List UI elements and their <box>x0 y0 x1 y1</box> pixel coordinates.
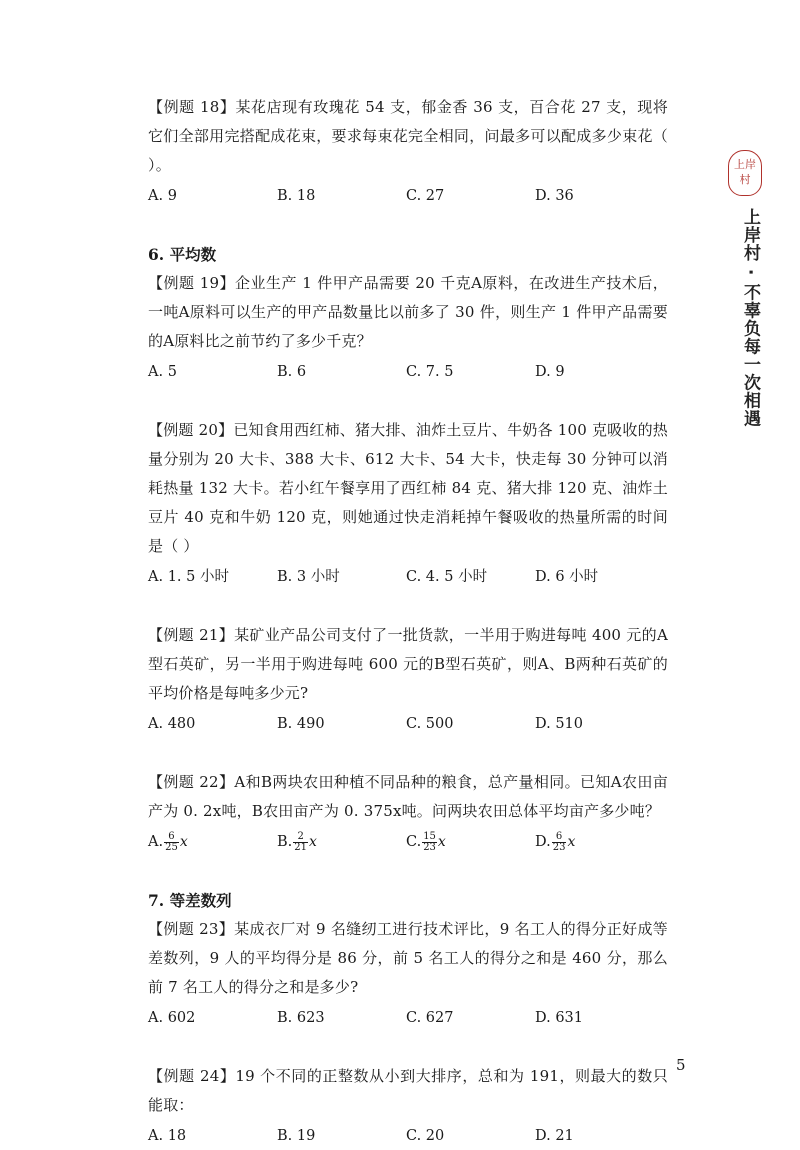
question-22 <box>148 768 668 856</box>
option-d: D. 9 <box>535 364 565 380</box>
options-row <box>148 1004 668 1032</box>
option-d: D. 510 <box>535 716 584 732</box>
option-c: C. 7. 5 <box>406 364 454 380</box>
option-c: C. 27 <box>406 188 445 204</box>
option-c: C. 627 <box>406 1010 454 1026</box>
option-c: C. 4. 5 小时 <box>406 569 488 585</box>
question-23 <box>148 915 668 1032</box>
option-b: B. 6 <box>277 364 307 380</box>
seal-logo <box>728 150 762 196</box>
fraction: $\frac{15}{23}$ <box>423 830 436 853</box>
option-a: A. 1. 5 小时 <box>148 569 229 585</box>
question-text: 【例题 22】A和B两块农田种植不同品种的粮食，总产量相同。已知A农田亩产为 0. 2x吨，B农田亩产为 0. 375x吨。问两块农田总体平均亩产多少吨？ <box>148 773 668 820</box>
option-a: A. 18 <box>148 1128 187 1144</box>
option-d: D. $\frac{6}{23}$ x <box>535 830 576 853</box>
sidebar-slogan: 上岸村 · 不辜负每一次相遇 <box>740 208 760 428</box>
question-18 <box>148 93 668 210</box>
option-b: B. 3 小时 <box>277 569 340 585</box>
question-21 <box>148 621 668 738</box>
question-text: 【例题 20】已知食用西红柿、猪大排、油炸土豆片、牛奶各 100 克吸收的热量分别为 20 大卡、388 大卡、612 大卡、54 大卡，快走每 30 分钟可以消耗热量 132 大卡。若小红午餐享用了西红柿 84 克、猪大排 120 克、油炸土豆片 40 克和牛奶 120 克，则她通过快走消耗掉午餐吸收的热量所需的时间是（ ） <box>148 421 668 555</box>
seal-text: 上岸村 <box>734 158 756 186</box>
options-row <box>148 1122 668 1150</box>
option-a: A. 602 <box>148 1010 196 1026</box>
page-content <box>148 93 668 1150</box>
question-20 <box>148 416 668 591</box>
fraction: $\frac{2}{21}$ <box>294 830 307 853</box>
option-d: D. 6 小时 <box>535 569 599 585</box>
question-24 <box>148 1062 668 1150</box>
section-title-7: 7. 等差数列 <box>148 891 232 910</box>
question-text: 【例题 23】某成衣厂对 9 名缝纫工进行技术评比，9 名工人的得分正好成等差数列，9 人的平均得分是 86 分，前 5 名工人的得分之和是 460 分，那么前 7 名工人的得分之和是多少? <box>148 920 668 996</box>
option-a: A. 480 <box>148 716 196 732</box>
options-row <box>148 710 668 738</box>
question-text: 【例题 18】某花店现有玫瑰花 54 支，郁金香 36 支，百合花 27 支，现将它们全部用完搭配成花束，要求每束花完全相同，问最多可以配成多少束花（ ）。 <box>148 98 668 174</box>
options-row <box>148 358 668 386</box>
option-d: D. 36 <box>535 188 574 204</box>
option-b: B. 19 <box>277 1128 316 1144</box>
option-b: B. $\frac{2}{21}$ x <box>277 830 317 853</box>
question-text: 【例题 19】企业生产 1 件甲产品需要 20 千克A原料，在改进生产技术后，一吨A原料可以生产的甲产品数量比以前多了 30 件，则生产 1 件甲产品需要的A原料比之前节约了多少千克？ <box>148 274 668 350</box>
option-d: D. 21 <box>535 1128 574 1144</box>
options-row <box>148 828 668 856</box>
question-19 <box>148 269 668 386</box>
option-b: B. 18 <box>277 188 316 204</box>
option-a: A. $\frac{6}{25}$ x <box>148 830 188 853</box>
option-a: A. 5 <box>148 364 177 380</box>
option-b: B. 623 <box>277 1010 325 1026</box>
option-d: D. 631 <box>535 1010 584 1026</box>
option-c: C. 500 <box>406 716 454 732</box>
question-text: 【例题 21】某矿业产品公司支付了一批货款，一半用于购进每吨 400 元的A型石英矿，另一半用于购进每吨 600 元的B型石英矿，则A、B两种石英矿的平均价格是每吨多少元? <box>148 626 668 702</box>
fraction: $\frac{6}{23}$ <box>552 830 566 853</box>
fraction: $\frac{6}{25}$ <box>165 830 178 853</box>
option-b: B. 490 <box>277 716 325 732</box>
options-row <box>148 563 668 591</box>
option-c: C. 20 <box>406 1128 445 1144</box>
section-title-6: 6. 平均数 <box>148 245 217 264</box>
question-text: 【例题 24】19 个不同的正整数从小到大排序，总和为 191，则最大的数只能取： <box>148 1067 668 1114</box>
option-c: C. $\frac{15}{23}$ x <box>406 830 446 853</box>
option-a: A. 9 <box>148 188 177 204</box>
page-number: 5 <box>676 1056 686 1074</box>
options-row <box>148 182 668 210</box>
